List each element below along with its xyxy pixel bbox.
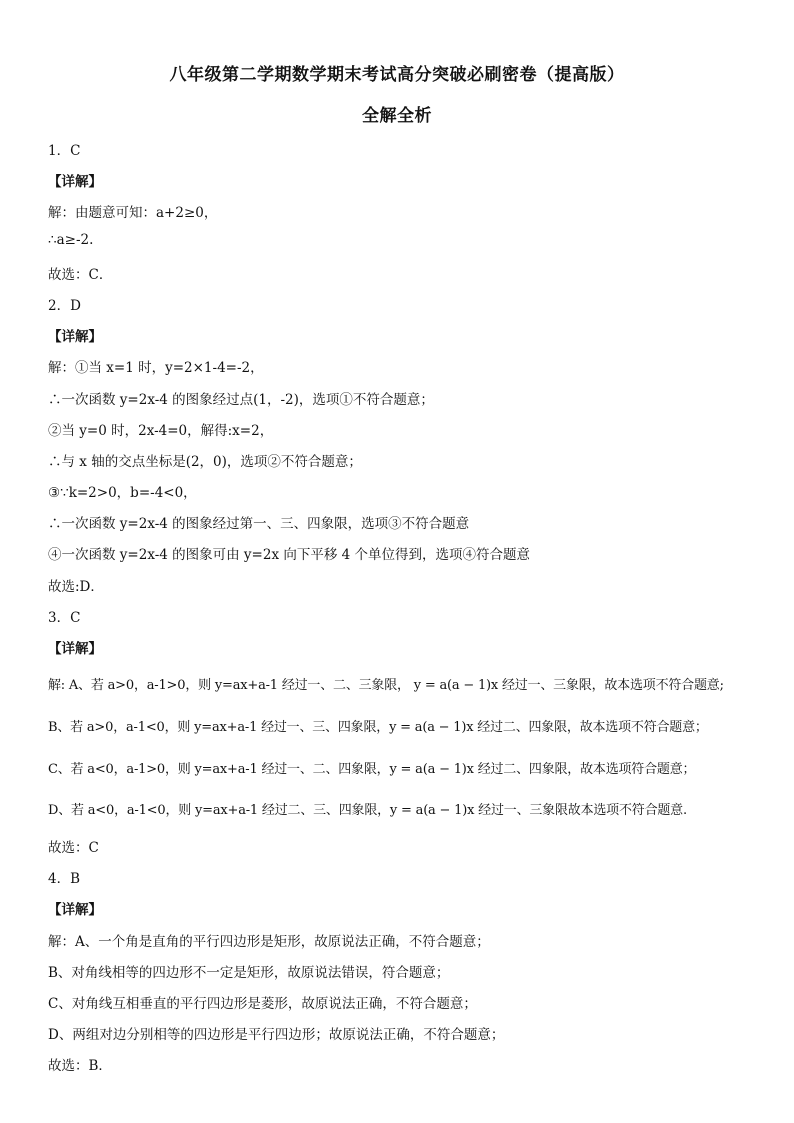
answer-3: 3．C <box>48 610 81 626</box>
solution-line: 解：A、一个角是直角的平行四边形是矩形，故原说法正确，不符合题意； <box>48 934 490 950</box>
choice-line: 故选：B． <box>48 1058 112 1074</box>
solution-line: ∴与 x 轴的交点坐标是(2，0)，选项②不符合题意； <box>48 454 362 470</box>
solution-line: ∴一次函数 y=2x-4 的图象经过第一、三、四象限，选项③不符合题意 <box>48 516 470 532</box>
solution-line: ∴a≥-2. <box>48 232 94 248</box>
solution-line: D、两组对边分别相等的四边形是平行四边形；故原说法正确，不符合题意； <box>48 1027 505 1043</box>
detail-heading: 【详解】 <box>48 902 102 918</box>
solution-line: 解：由题意可知：a+2≥0， <box>48 205 218 221</box>
choice-line: 故选：C <box>48 840 99 856</box>
solution-line: B、若 a>0，a-1<0，则 y=ax+a-1 经过一、三、四象限，y = a(a − 1)x 经过二、四象限，故本选项不符合题意； <box>48 720 708 735</box>
solution-line: ④一次函数 y=2x-4 的图象可由 y=2x 向下平移 4 个单位得到，选项④符合题意 <box>48 547 531 563</box>
solution-line: ③∵k=2>0，b=-4<0， <box>48 485 197 501</box>
solution-line: 解：①当 x=1 时，y=2×1-4=-2， <box>48 360 264 376</box>
solution-line: ∴一次函数 y=2x-4 的图象经过点(1，-2)，选项①不符合题意； <box>48 392 434 408</box>
answer-2: 2．D <box>48 298 81 314</box>
detail-heading: 【详解】 <box>48 641 102 657</box>
answer-1: 1．C <box>48 143 81 159</box>
solution-line: C、若 a<0，a-1>0，则 y=ax+a-1 经过一、二、四象限，y = a(a − 1)x 经过二、四象限，故本选项符合题意； <box>48 762 696 777</box>
detail-heading: 【详解】 <box>48 174 102 190</box>
document-title: 八年级第二学期数学期末考试高分突破必刷密卷（提高版） <box>169 65 625 85</box>
solution-line: B、对角线相等的四边形不一定是矩形，故原说法错误，符合题意； <box>48 965 450 981</box>
solution-line: 解: A、若 a>0，a-1>0，则 y=ax+a-1 经过一、二、三象限， y = a(a − 1)x 经过一、三象限，故本选项不符合题意; <box>48 678 724 693</box>
answer-4: 4．B <box>48 871 81 887</box>
solution-line: ②当 y=0 时，2x-4=0，解得:x=2， <box>48 423 274 439</box>
solution-line: C、对角线互相垂直的平行四边形是菱形，故原说法正确，不符合题意； <box>48 996 477 1012</box>
solution-line: D、若 a<0，a-1<0，则 y=ax+a-1 经过二、三、四象限，y = a(a − 1)x 经过一、三象限故本选项不符合题意. <box>48 803 687 818</box>
choice-line: 故选:D． <box>48 579 104 595</box>
document-subtitle: 全解全析 <box>362 106 432 126</box>
detail-heading: 【详解】 <box>48 329 102 345</box>
choice-line: 故选：C． <box>48 267 113 283</box>
